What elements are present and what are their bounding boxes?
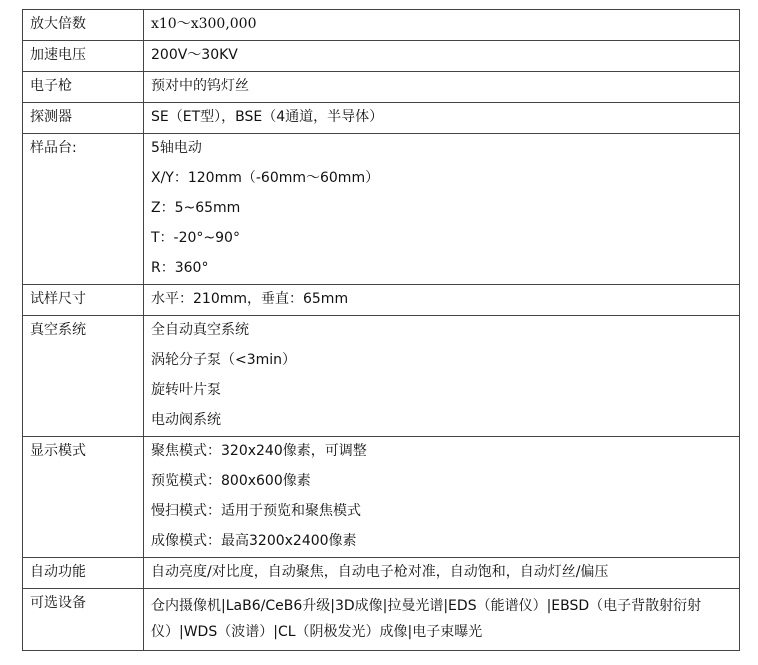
row-value [144,10,740,41]
row-label: 探测器 [23,103,144,134]
value-line: 预对中的钨灯丝 [151,78,249,94]
row-label: 放大倍数 [23,10,144,41]
table-row [23,316,740,437]
value-line: X/Y：120mm（-60mm～60mm） [151,170,380,186]
row-value [144,103,740,134]
value-line: 全自动真空系统 [151,322,249,338]
value-line: 5轴电动 [151,140,202,156]
row-label: 电子枪 [23,72,144,103]
value-line: 成像模式：最高3200x2400像素 [151,533,357,549]
row-label: 自动功能 [23,558,144,589]
value-line: 慢扫模式：适用于预览和聚焦模式 [151,503,361,519]
table-row [23,103,740,134]
value-line: 聚焦模式：320x240像素，可调整 [151,443,367,459]
row-label: 样品台: [23,134,144,285]
value-line: 旋转叶片泵 [151,382,221,398]
value-line: 自动亮度/对比度，自动聚焦，自动电子枪对准，自动饱和，自动灯丝/偏压 [151,564,609,580]
row-label: 试样尺寸 [23,285,144,316]
row-value [144,316,740,437]
table-row [23,10,740,41]
value-line: 预览模式：800x600像素 [151,473,311,489]
row-value [144,285,740,316]
row-label: 真空系统 [23,316,144,437]
row-value [144,589,740,651]
table-row [23,134,740,285]
row-label: 可选设备 [23,589,144,651]
table-row [23,285,740,316]
value-line: x10～x300,000 [151,16,257,32]
table-row [23,589,740,651]
value-line: SE（ET型），BSE（4通道，半导体） [151,109,384,125]
row-label: 显示模式 [23,437,144,558]
value-line: T：-20°~90° [151,230,240,246]
value-line: 200V～30KV [151,47,238,63]
value-line: 涡轮分子泵（<3min） [151,352,297,368]
value-line: Z：5~65mm [151,200,241,216]
value-line: R：360° [151,260,209,276]
value-line: 电动阀系统 [151,412,221,428]
row-value [144,134,740,285]
row-value [144,41,740,72]
row-value [144,437,740,558]
table-row [23,437,740,558]
value-line: 水平：210mm，垂直：65mm [151,291,349,307]
table-row [23,558,740,589]
table-row [23,41,740,72]
spec-table [22,9,740,651]
row-label: 加速电压 [23,41,144,72]
table-row [23,72,740,103]
row-value [144,72,740,103]
row-value [144,558,740,589]
value-line: 仓内摄像机|LaB6/CeB6升级|3D成像|拉曼光谱|EDS（能谱仪）|EBSD（电子背散射衍射仪）|WDS（波谱）|CL（阴极发光）成像|电子束曝光 [151,598,702,640]
